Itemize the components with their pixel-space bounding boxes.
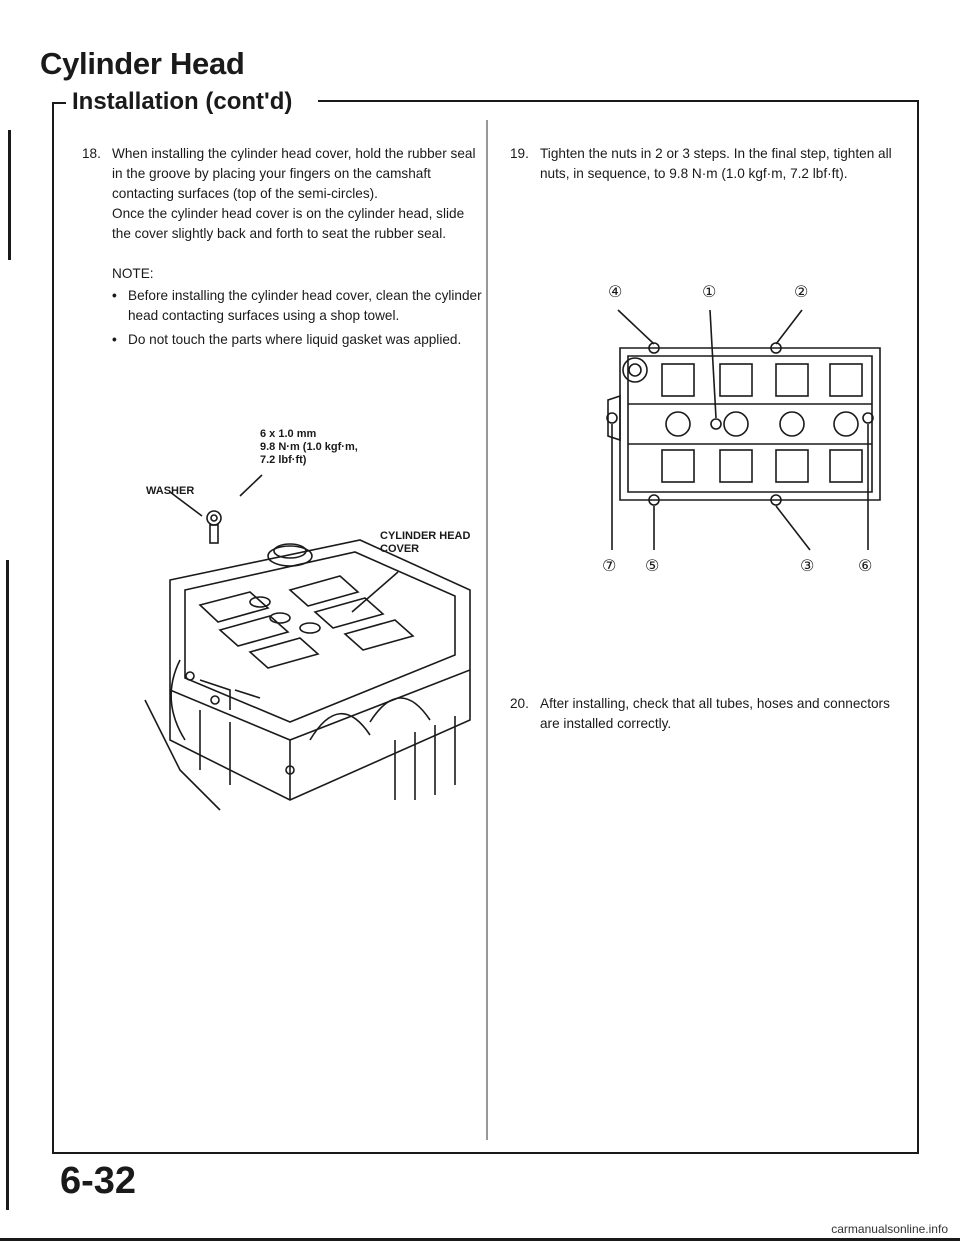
sequence-label-4: ④ (608, 284, 623, 301)
washer-label: WASHER (146, 485, 195, 497)
page-title: Cylinder Head (40, 46, 245, 81)
step-18-paragraph-2: Once the cylinder head cover is on the cylinder head, slide the cover slightly back and forth to seat the rubber seal. (112, 206, 465, 241)
binding-mark (8, 130, 11, 260)
step-number: 18. (82, 146, 101, 161)
frame-bottom (52, 1152, 918, 1154)
note-item: • Do not touch the parts where liquid gasket was applied. (112, 330, 482, 350)
sequence-label-6: ⑥ (858, 558, 873, 575)
note-list (112, 286, 482, 350)
watermark: carmanualsonline.info (831, 1222, 948, 1236)
step-number: 20. (510, 696, 529, 711)
frame-left (52, 103, 54, 1153)
subtitle-rule-left (52, 102, 66, 104)
step-number: 19. (510, 146, 529, 161)
step-20-text: After installing, check that all tubes, hoses and connectors are installed correctly. (540, 696, 890, 731)
note-item: • Before installing the cylinder head cover, clean the cylinder head contacting surfaces using a shop towel. (112, 286, 482, 326)
step-19-text: Tighten the nuts in 2 or 3 steps. In the final step, tighten all nuts, in sequence, to 9.8 N·m (1.0 kgf·m, 7.2 lbf·ft). (540, 146, 892, 181)
step-18-paragraph-1: When installing the cylinder head cover, hold the rubber seal in the groove by placing your fingers on the camshaft contacting surfaces (top of the semi-circles). (112, 146, 476, 201)
bolt-size: 6 x 1.0 mm (260, 428, 317, 440)
cover-label-line: COVER (380, 543, 420, 555)
sequence-label-2: ② (794, 284, 809, 301)
sequence-label-5: ⑤ (645, 558, 660, 575)
frame-right (917, 100, 919, 1154)
section-subtitle: Installation (cont'd) (72, 88, 293, 115)
tightening-sequence-diagram (590, 300, 900, 580)
sequence-label-7: ⑦ (602, 558, 617, 575)
sequence-label-1: ① (702, 284, 717, 301)
column-divider (486, 120, 488, 1140)
torque-imperial: 7.2 lbf·ft) (260, 454, 307, 466)
cover-label-line: CYLINDER HEAD (380, 530, 471, 542)
bottom-edge (0, 1238, 960, 1241)
torque-metric: 9.8 N·m (1.0 kgf·m, (260, 441, 358, 453)
sequence-label-3: ③ (800, 558, 815, 575)
binding-mark (6, 560, 9, 1210)
page-number: 6-32 (60, 1160, 137, 1202)
cylinder-head-cover-illustration (140, 440, 480, 820)
note-label: NOTE: (112, 266, 154, 281)
subtitle-rule-right (318, 100, 918, 102)
